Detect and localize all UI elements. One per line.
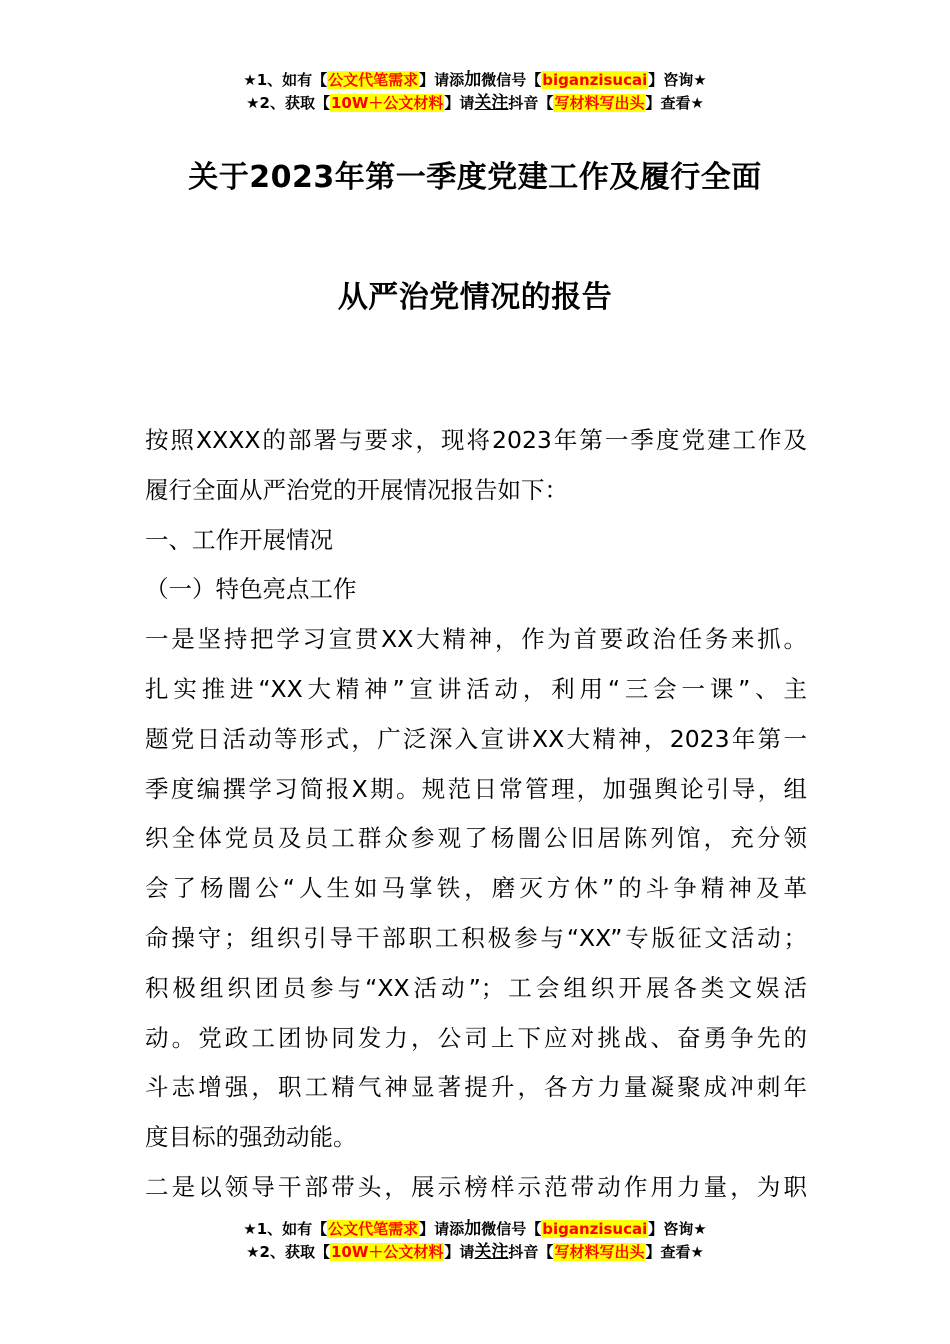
body-line: 题党日活动等形式，广泛深入宣讲XX大精神，2023年第一 (145, 724, 807, 753)
banner-text: ★2、获取【 (246, 1243, 330, 1261)
banner-text: 抖音【 (508, 94, 554, 112)
banner-highlight-douyin: 写材料写出头 (554, 94, 645, 112)
header-banner (0, 69, 950, 115)
body-line: 季度编撰学习简报X期。规范日常管理，加强舆论引导，组 (145, 774, 807, 803)
banner-highlight-service: 公文代笔需求 (328, 1220, 419, 1238)
banner-text: 】咨询★ (648, 71, 707, 89)
banner-line-1 (0, 69, 950, 92)
banner-text: 】咨询★ (648, 1220, 707, 1238)
body-line: 度目标的强劲动能。 (145, 1123, 357, 1152)
body-line: 扎实推进“XX大精神”宣讲活动，利用“三会一课”、主 (145, 674, 807, 703)
body-line: 织全体党员及员工群众参观了杨闇公旧居陈列馆，充分领 (145, 824, 807, 853)
body-line: 一是坚持把学习宣贯XX大精神，作为首要政治任务来抓。 (145, 625, 807, 654)
banner-highlight-material: 10W＋公文材料 (330, 94, 444, 112)
banner-text: 微信号【 (481, 71, 542, 89)
banner-text: 】请添 (419, 71, 465, 89)
document-body (145, 416, 807, 1213)
banner-line-2 (0, 1241, 950, 1264)
banner-highlight-service: 公文代笔需求 (328, 71, 419, 89)
body-line: 按照XXXX的部署与要求，现将2023年第一季度党建工作及 (145, 426, 807, 454)
banner-text: 】请 (444, 1243, 475, 1261)
banner-text: 】查看★ (645, 1243, 704, 1261)
subsection-heading: （一）特色亮点工作 (145, 575, 357, 604)
banner-highlight-material: 10W＋公文材料 (330, 1243, 444, 1261)
banner-text: 抖音【 (508, 1243, 554, 1261)
banner-text: ★2、获取【 (246, 94, 330, 112)
banner-line-1 (0, 1218, 950, 1241)
banner-text: 】请添 (419, 1220, 465, 1238)
footer-banner (0, 1218, 950, 1264)
banner-text: 关注 (474, 1242, 509, 1262)
banner-text: ★1、如有【 (243, 71, 328, 89)
banner-highlight-wechat: biganzisucai (542, 1220, 648, 1238)
document-title-line-1: 关于2023年第一季度党建工作及履行全面 (188, 160, 762, 195)
banner-text: 】请 (444, 94, 475, 112)
body-line: 动。党政工团协同发力，公司上下应对挑战、奋勇争先的 (145, 1023, 807, 1052)
body-line: 积极组织团员参与“XX活动”；工会组织开展各类文娱活 (145, 973, 807, 1002)
body-line: 二是以领导干部带头，展示榜样示范带动作用力量，为职 (145, 1172, 807, 1201)
banner-highlight-douyin: 写材料写出头 (554, 1243, 645, 1261)
banner-text: ★1、如有【 (243, 1220, 328, 1238)
section-heading: 一、工作开展情况 (145, 525, 333, 554)
banner-line-2 (0, 92, 950, 115)
document-title-line-2: 从严治党情况的报告 (337, 280, 613, 315)
body-line: 会了杨闇公“人生如马掌铁，磨灭方休”的斗争精神及革 (145, 874, 807, 903)
body-line: 斗志增强，职工精气神显著提升，各方力量凝聚成冲刺年 (145, 1073, 807, 1102)
body-line: 履行全面从严治党的开展情况报告如下： (145, 475, 568, 504)
banner-text: 微信号【 (481, 1220, 542, 1238)
banner-text: 关注 (474, 93, 509, 113)
banner-text: 加 (464, 70, 482, 90)
banner-text: 加 (464, 1219, 482, 1239)
body-line: 命操守；组织引导干部职工积极参与“XX”专版征文活动； (145, 923, 807, 952)
banner-text: 】查看★ (645, 94, 704, 112)
banner-highlight-wechat: biganzisucai (542, 71, 648, 89)
